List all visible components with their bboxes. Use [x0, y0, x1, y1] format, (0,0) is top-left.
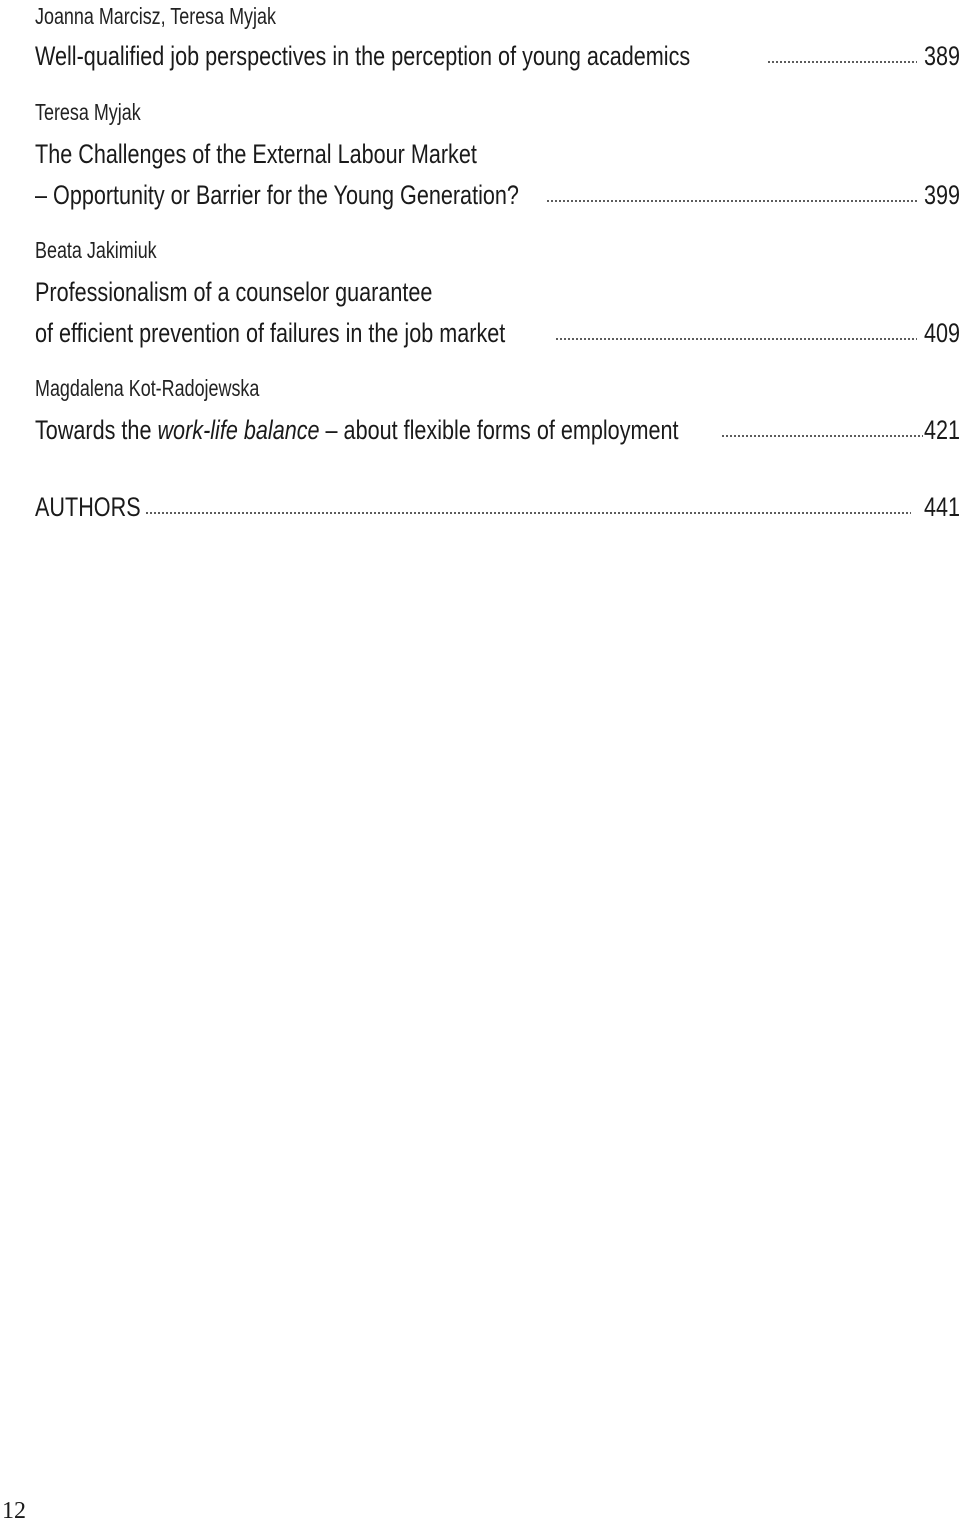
entry-author: Beata Jakimiuk: [35, 237, 157, 263]
entry-author: Magdalena Kot-Radojewska: [35, 375, 260, 401]
dot-leader: [546, 200, 918, 202]
entry-title: Professionalism of a counselor guarantee: [35, 277, 433, 307]
entry-title: The Challenges of the External Labour Market: [35, 139, 477, 169]
entry-page-number: 409: [923, 318, 960, 348]
entry-author: Teresa Myjak: [35, 99, 141, 125]
section-label: AUTHORS: [35, 492, 141, 522]
entry-author: Joanna Marcisz, Teresa Myjak: [35, 3, 276, 29]
dot-leader: [721, 435, 923, 437]
entry-title: – Opportunity or Barrier for the Young Generation?: [35, 180, 519, 210]
dot-leader: [767, 61, 917, 63]
entry-title-part: – about flexible forms of employment: [319, 415, 679, 445]
entry-page-number: 421: [923, 415, 960, 445]
entry-page-number: 389: [923, 41, 960, 71]
section-page-number: 441: [923, 492, 960, 522]
entry-title: of efficient prevention of failures in the job market: [35, 318, 506, 348]
entry-title-italic-part: work-life balance: [157, 415, 320, 445]
dot-leader: [555, 338, 917, 340]
entry-title-line: [35, 317, 960, 349]
entry-title: [35, 414, 679, 446]
entry-title: Well-qualified job perspectives in the perception of young academics: [35, 41, 691, 71]
entry-title-line: [35, 414, 960, 446]
dot-leader: [145, 512, 911, 514]
entry-title-line: [35, 40, 960, 72]
entry-title-part: Towards the: [35, 415, 158, 445]
entry-title-line: [35, 179, 960, 211]
entry-page-number: 399: [923, 180, 960, 210]
page-folio: 12: [2, 1498, 26, 1524]
entry-title-line: [35, 491, 960, 523]
